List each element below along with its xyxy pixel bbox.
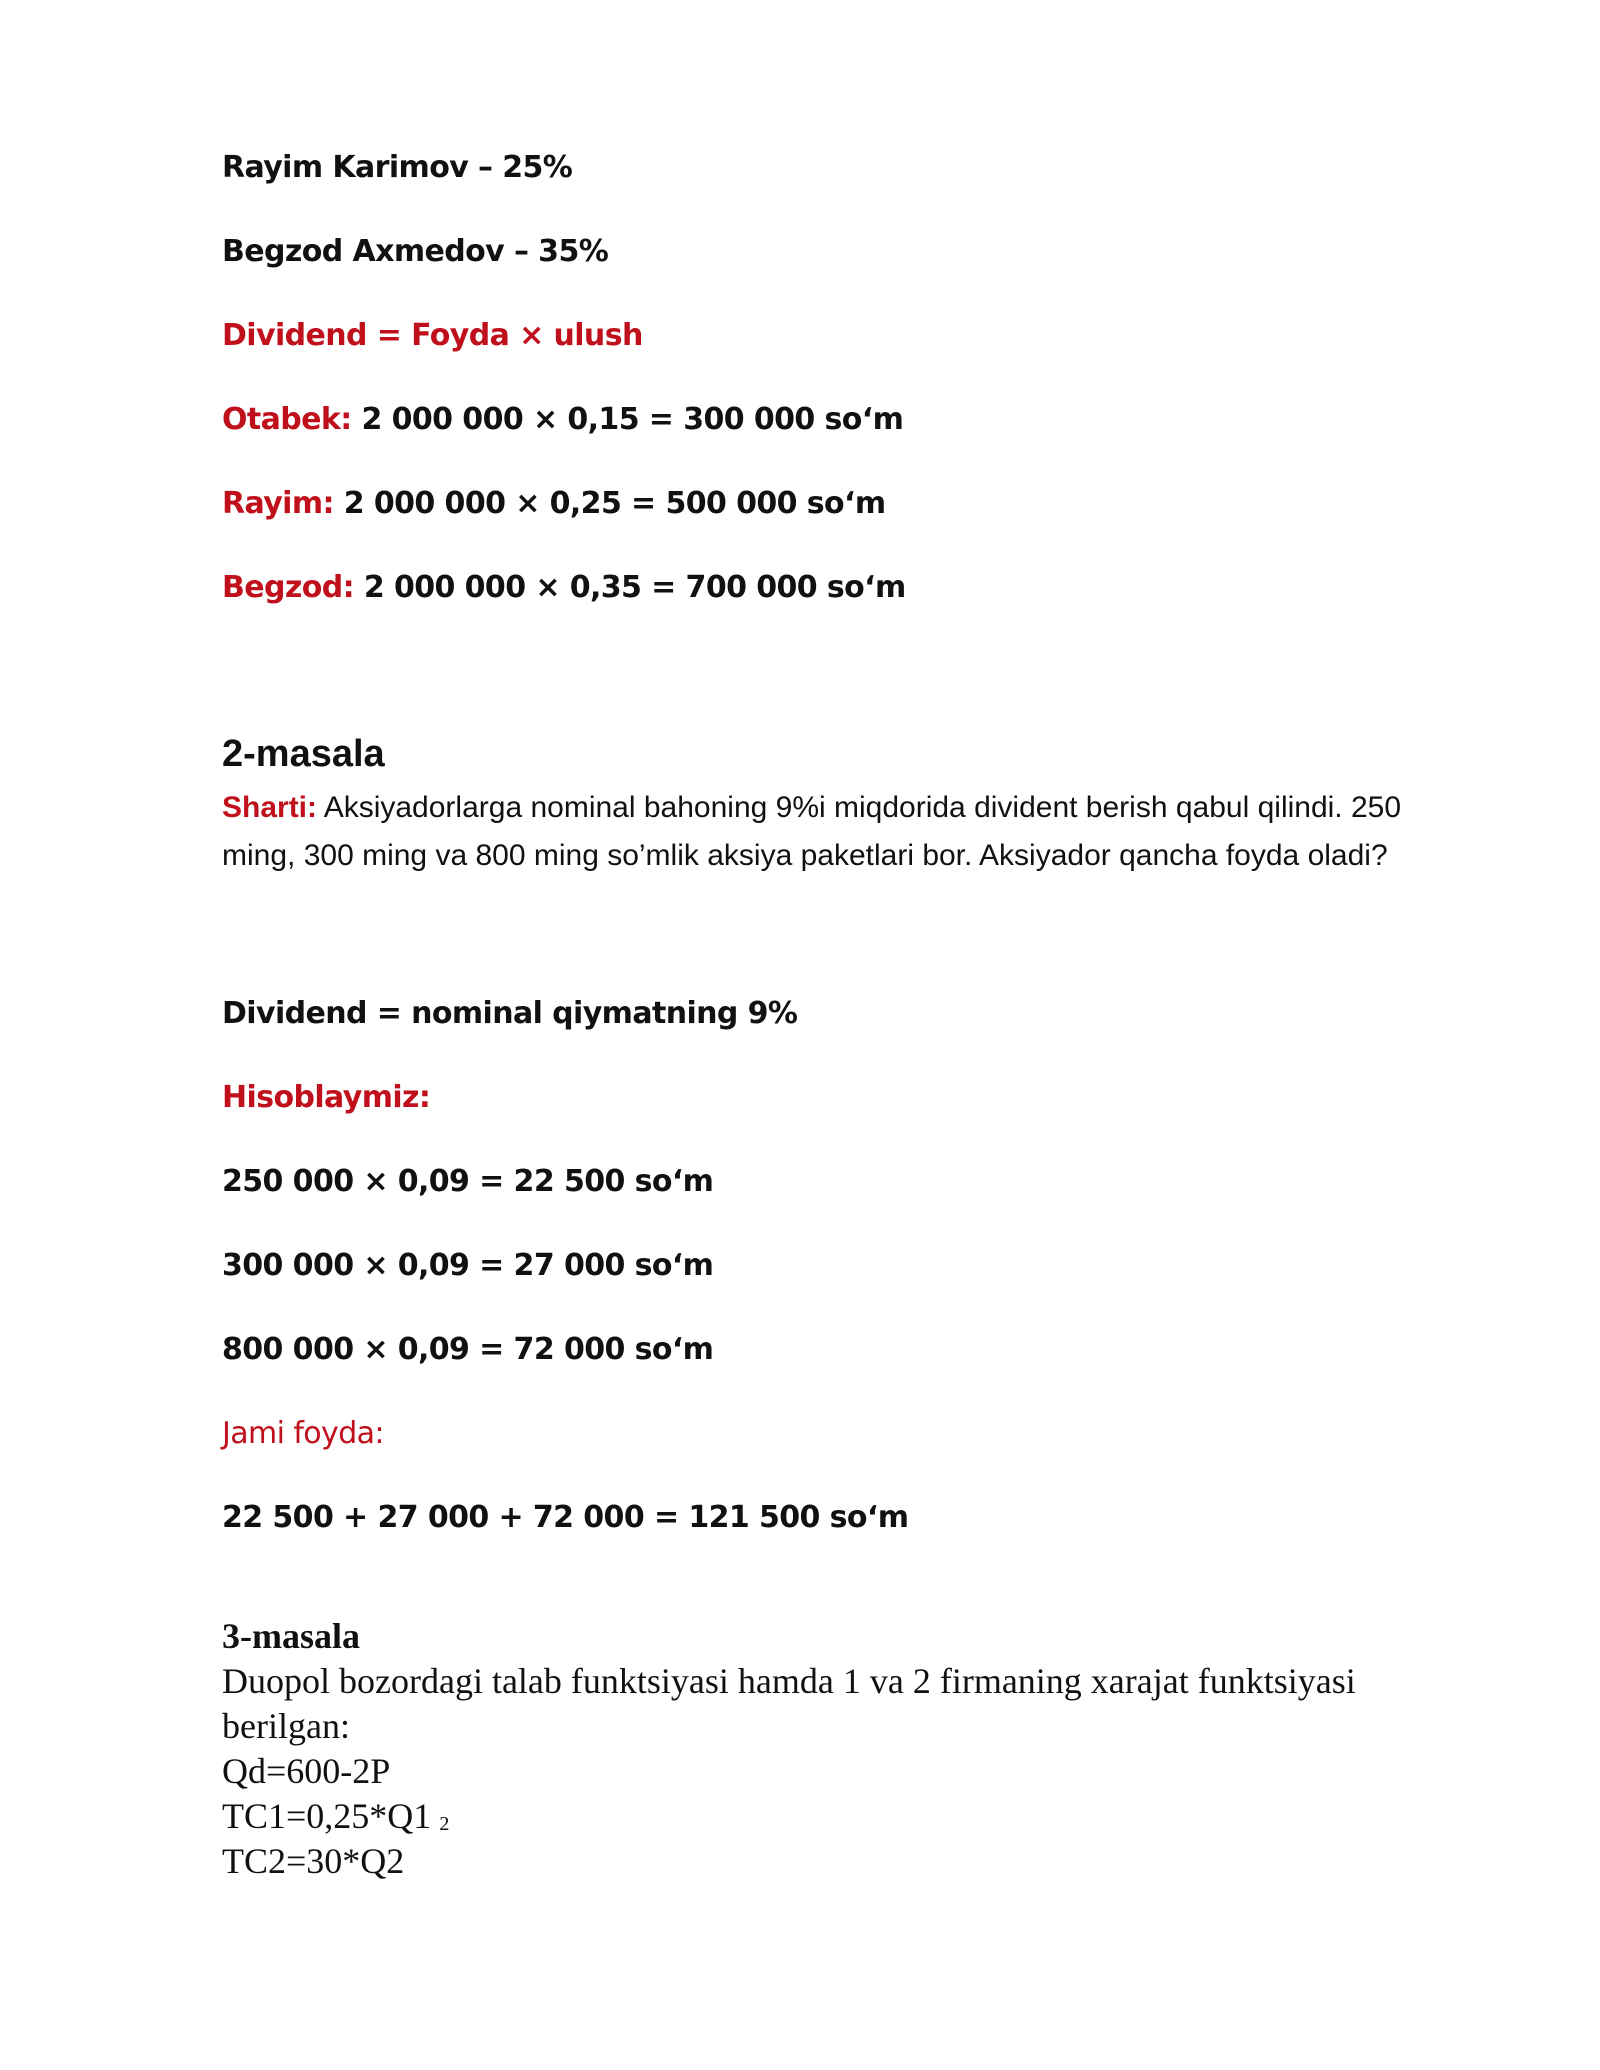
line-label: Rayim: — [222, 486, 334, 521]
section3-text-line1: Duopol bozordagi talab funktsiyasi hamda 1 va 2 firmaning xarajat funktsiyasi — [222, 1661, 1356, 1701]
dividend-line-otabek — [222, 402, 903, 438]
calc-line-300: 300 000 × 0,09 = 27 000 so‘m — [222, 1248, 714, 1283]
formula-text: Dividend = Foyda × ulush — [222, 318, 643, 353]
line-text: 2 000 000 × 0,35 = 700 000 so‘m — [354, 570, 906, 605]
line-label: Otabek: — [222, 402, 352, 437]
section-heading-2: 2-masala — [222, 733, 385, 775]
dividend-rule: Dividend = nominal qiymatning 9% — [222, 996, 798, 1031]
line-text: Begzod Axmedov – 35% — [222, 234, 609, 269]
cost-equation-1-exponent: 2 — [439, 1813, 450, 1835]
demand-equation: Qd=600-2P — [222, 1751, 391, 1791]
total-line: 22 500 + 27 000 + 72 000 = 121 500 so‘m — [222, 1500, 909, 1535]
dividend-line-begzod — [222, 570, 906, 606]
section-heading-3: 3-masala — [222, 1616, 360, 1656]
line-text: 2 000 000 × 0,15 = 300 000 so‘m — [351, 402, 904, 437]
cost-equation-2: TC2=30*Q2 — [222, 1841, 405, 1881]
condition-text: Aksiyadorlarga nominal bahoning 9%i miqdorida divident berish qabul qilindi. 250 ming, 300 ming va 800 ming so’mlik aksiya paketlari bor. Aksiyador qancha foyda oladi? — [222, 791, 1402, 872]
section3-text-line2: berilgan: — [222, 1706, 350, 1746]
calc-line-800: 800 000 × 0,09 = 72 000 so‘m — [222, 1332, 714, 1367]
total-label: Jami foyda: — [222, 1416, 384, 1451]
share-line-begzod — [222, 234, 608, 270]
line-label: Begzod: — [222, 570, 355, 605]
condition-label: Sharti: — [222, 791, 318, 824]
calc-line-250: 250 000 × 0,09 = 22 500 so‘m — [222, 1164, 714, 1199]
dividend-formula — [222, 318, 643, 354]
cost-equation-1-text: TC1=0,25*Q1 — [222, 1796, 432, 1836]
condition-paragraph — [222, 784, 1472, 880]
dividend-line-rayim — [222, 486, 886, 522]
line-text: 2 000 000 × 0,25 = 500 000 so‘m — [333, 486, 886, 521]
calc-label: Hisoblaymiz: — [222, 1080, 431, 1115]
share-line-rayim — [222, 150, 572, 186]
line-text: Rayim Karimov – 25% — [222, 150, 573, 185]
